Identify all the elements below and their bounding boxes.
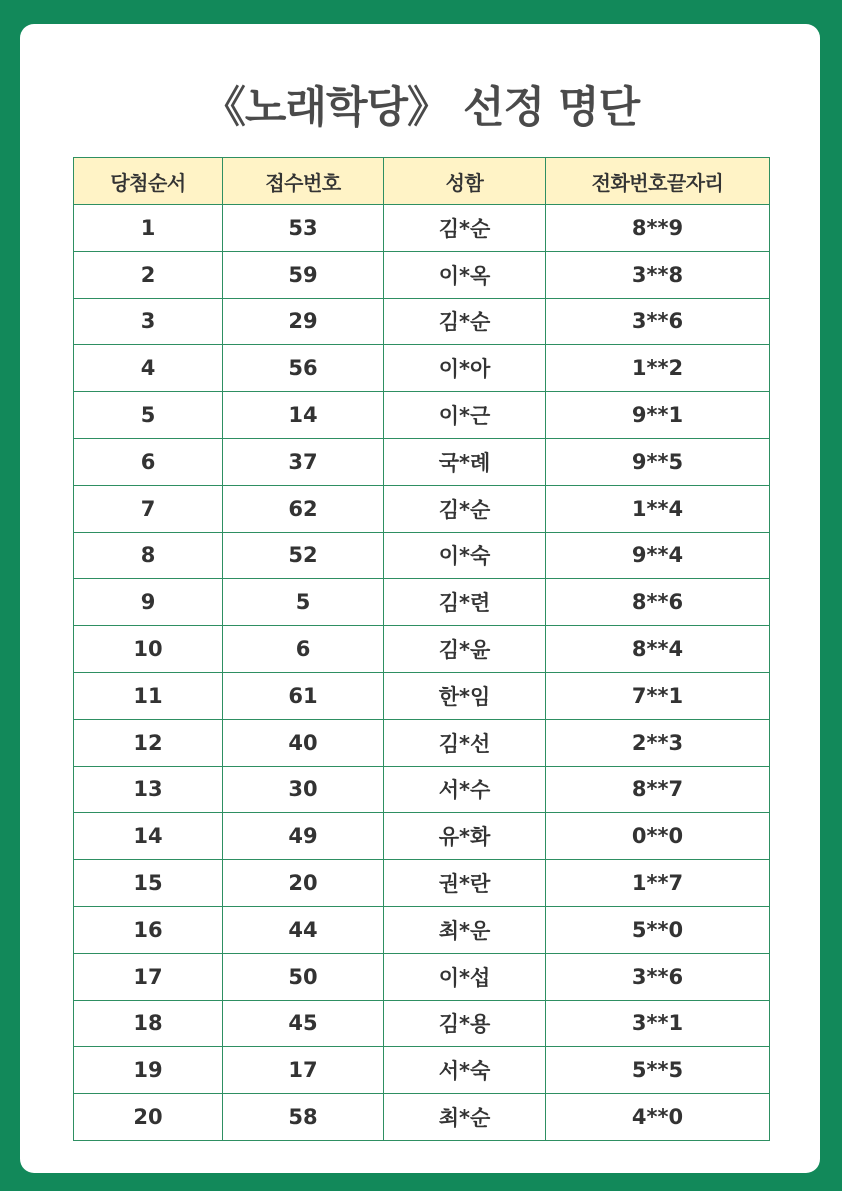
table-row	[74, 1000, 770, 1047]
cell-receipt-number: 58	[223, 1094, 384, 1141]
cell-draw-order: 2	[74, 251, 223, 298]
table-row	[74, 906, 770, 953]
cell-phone-last-digits: 3**1	[546, 1000, 770, 1047]
table-row	[74, 766, 770, 813]
cell-name: 유*화	[384, 813, 546, 860]
cell-receipt-number: 53	[223, 205, 384, 252]
cell-draw-order: 13	[74, 766, 223, 813]
table-row	[74, 438, 770, 485]
cell-draw-order: 7	[74, 485, 223, 532]
table-row	[74, 672, 770, 719]
cell-receipt-number: 17	[223, 1047, 384, 1094]
cell-receipt-number: 50	[223, 953, 384, 1000]
table-body	[74, 205, 770, 1141]
cell-name: 최*운	[384, 906, 546, 953]
cell-phone-last-digits: 3**6	[546, 953, 770, 1000]
cell-name: 서*숙	[384, 1047, 546, 1094]
header-phone-last-digits: 전화번호끝자리	[546, 158, 770, 205]
cell-draw-order: 12	[74, 719, 223, 766]
cell-name: 김*련	[384, 579, 546, 626]
table-header-row	[74, 158, 770, 205]
cell-receipt-number: 59	[223, 251, 384, 298]
cell-draw-order: 6	[74, 438, 223, 485]
cell-phone-last-digits: 1**7	[546, 860, 770, 907]
cell-phone-last-digits: 1**2	[546, 345, 770, 392]
cell-draw-order: 18	[74, 1000, 223, 1047]
cell-draw-order: 15	[74, 860, 223, 907]
table-row	[74, 1047, 770, 1094]
cell-phone-last-digits: 3**8	[546, 251, 770, 298]
table-row	[74, 532, 770, 579]
table-row	[74, 813, 770, 860]
cell-name: 국*례	[384, 438, 546, 485]
cell-name: 최*순	[384, 1094, 546, 1141]
cell-phone-last-digits: 0**0	[546, 813, 770, 860]
cell-receipt-number: 44	[223, 906, 384, 953]
cell-receipt-number: 20	[223, 860, 384, 907]
cell-name: 이*옥	[384, 251, 546, 298]
cell-name: 김*순	[384, 205, 546, 252]
header-name: 성함	[384, 158, 546, 205]
table-row	[74, 860, 770, 907]
header-receipt-number: 접수번호	[223, 158, 384, 205]
cell-phone-last-digits: 8**6	[546, 579, 770, 626]
cell-name: 김*선	[384, 719, 546, 766]
table-row	[74, 953, 770, 1000]
cell-phone-last-digits: 2**3	[546, 719, 770, 766]
cell-draw-order: 4	[74, 345, 223, 392]
cell-draw-order: 20	[74, 1094, 223, 1141]
cell-draw-order: 5	[74, 392, 223, 439]
cell-name: 김*순	[384, 298, 546, 345]
cell-receipt-number: 14	[223, 392, 384, 439]
cell-name: 한*임	[384, 672, 546, 719]
cell-phone-last-digits: 5**0	[546, 906, 770, 953]
table-row	[74, 298, 770, 345]
cell-receipt-number: 49	[223, 813, 384, 860]
table-row	[74, 345, 770, 392]
table-row	[74, 251, 770, 298]
cell-receipt-number: 52	[223, 532, 384, 579]
cell-draw-order: 1	[74, 205, 223, 252]
table-row	[74, 719, 770, 766]
cell-receipt-number: 5	[223, 579, 384, 626]
cell-draw-order: 10	[74, 626, 223, 673]
cell-phone-last-digits: 8**9	[546, 205, 770, 252]
cell-receipt-number: 30	[223, 766, 384, 813]
table-row	[74, 1094, 770, 1141]
cell-name: 이*아	[384, 345, 546, 392]
cell-phone-last-digits: 5**5	[546, 1047, 770, 1094]
cell-receipt-number: 45	[223, 1000, 384, 1047]
cell-name: 김*순	[384, 485, 546, 532]
cell-receipt-number: 40	[223, 719, 384, 766]
cell-draw-order: 3	[74, 298, 223, 345]
cell-receipt-number: 6	[223, 626, 384, 673]
cell-phone-last-digits: 8**4	[546, 626, 770, 673]
cell-draw-order: 8	[74, 532, 223, 579]
cell-receipt-number: 61	[223, 672, 384, 719]
cell-receipt-number: 29	[223, 298, 384, 345]
table-row	[74, 626, 770, 673]
cell-name: 이*섭	[384, 953, 546, 1000]
cell-phone-last-digits: 9**5	[546, 438, 770, 485]
cell-phone-last-digits: 7**1	[546, 672, 770, 719]
cell-draw-order: 17	[74, 953, 223, 1000]
cell-phone-last-digits: 3**6	[546, 298, 770, 345]
cell-phone-last-digits: 1**4	[546, 485, 770, 532]
cell-receipt-number: 56	[223, 345, 384, 392]
cell-name: 권*란	[384, 860, 546, 907]
header-draw-order: 당첨순서	[74, 158, 223, 205]
cell-name: 서*수	[384, 766, 546, 813]
table-row	[74, 392, 770, 439]
cell-phone-last-digits: 8**7	[546, 766, 770, 813]
winner-list-table	[73, 157, 770, 1141]
cell-name: 김*윤	[384, 626, 546, 673]
cell-draw-order: 16	[74, 906, 223, 953]
table-row	[74, 205, 770, 252]
cell-phone-last-digits: 4**0	[546, 1094, 770, 1141]
table-row	[74, 579, 770, 626]
page-title: 《노래학당》 선정 명단	[202, 83, 640, 133]
cell-phone-last-digits: 9**4	[546, 532, 770, 579]
cell-receipt-number: 62	[223, 485, 384, 532]
cell-name: 김*용	[384, 1000, 546, 1047]
cell-draw-order: 9	[74, 579, 223, 626]
table-row	[74, 485, 770, 532]
cell-draw-order: 14	[74, 813, 223, 860]
cell-name: 이*근	[384, 392, 546, 439]
cell-receipt-number: 37	[223, 438, 384, 485]
cell-draw-order: 19	[74, 1047, 223, 1094]
cell-name: 이*숙	[384, 532, 546, 579]
cell-draw-order: 11	[74, 672, 223, 719]
cell-phone-last-digits: 9**1	[546, 392, 770, 439]
